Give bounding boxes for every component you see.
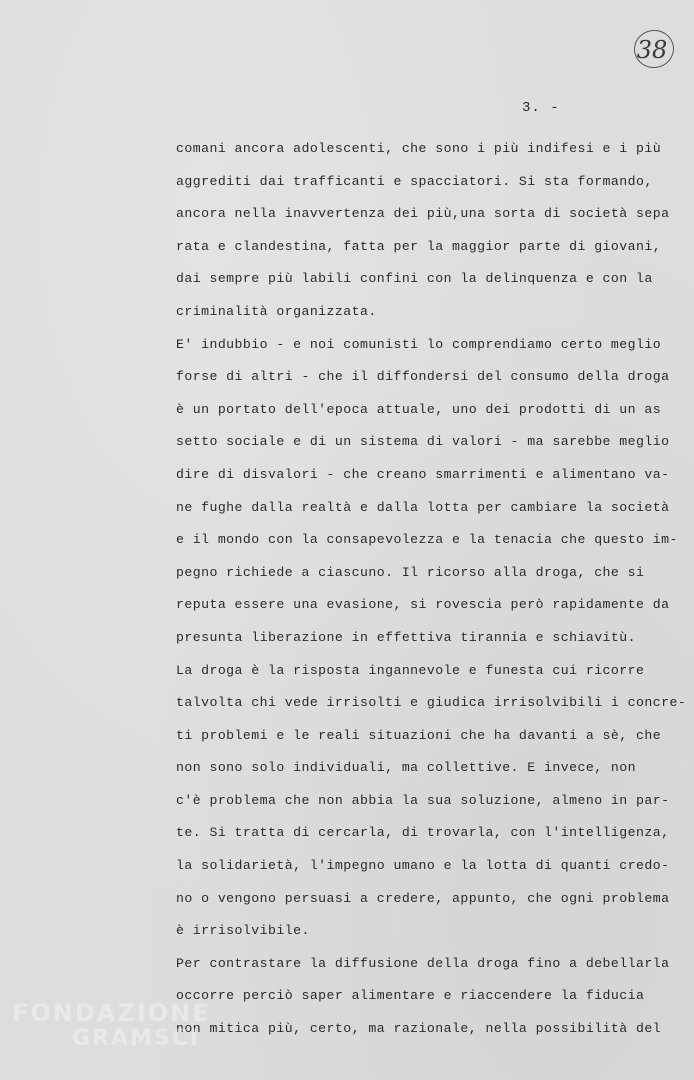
text-line: Per contrastare la diffusione della droga fino a debellarla (176, 955, 670, 971)
text-line: aggrediti dai trafficanti e spacciatori. Si sta formando, (176, 173, 653, 189)
text-line: dire di disvalori - che creano smarrimenti e alimentano va- (176, 466, 670, 482)
text-line: ne fughe dalla realtà e dalla lotta per cambiare la società (176, 499, 670, 515)
text-line: setto sociale e di un sistema di valori - ma sarebbe meglio (176, 434, 670, 450)
text-line: occorre perciò saper alimentare e riaccendere la fiducia (176, 988, 645, 1004)
watermark-line: GRAMSCI (72, 1026, 201, 1051)
text-line: comani ancora adolescenti, che sono i più indifesi e i più (176, 141, 662, 156)
text-line: c'è problema che non abbia la sua soluzione, almeno in par- (176, 792, 670, 808)
text-line: dai sempre più labili confini con la delinquenza e con la (176, 271, 653, 287)
text-line: non sono solo individuali, ma collettive. E invece, non (176, 760, 637, 776)
text-line: no o vengono persuasi a credere, appunto, che ogni problema (176, 890, 670, 906)
text-line: te. Si tratta di cercarla, di trovarla, con l'intelligenza, (176, 825, 670, 841)
text-line: non mitica più, certo, ma razionale, nella possibilità del (176, 1021, 662, 1037)
text-line: E' indubbio - e noi comunisti lo comprendiamo certo meglio (176, 336, 662, 352)
folio-number: 38 (636, 36, 668, 64)
text-line: reputa essere una evasione, si rovescia però rapidamente da (176, 597, 670, 613)
text-line: la solidarietà, l'impegno umano e la lotta di quanti credo- (176, 858, 670, 874)
text-line: pegno richiede a ciascuno. Il ricorso alla droga, che si (176, 564, 645, 580)
text-line: ancora nella inavvertenza dei più,una sorta di società sepa (176, 206, 670, 222)
text-line: La droga è la risposta ingannevole e funesta cui ricorre (176, 662, 645, 678)
text-line: presunta liberazione in effettiva tirannia e schiavitù. (176, 629, 637, 645)
archive-watermark (12, 1000, 211, 1052)
text-line: forse di altri - che il diffondersi del consumo della droga (176, 369, 670, 385)
text-line: ti problemi e le reali situazioni che ha davanti a sè, che (176, 727, 662, 743)
page-number: 3. - (522, 100, 560, 116)
watermark-line: FONDAZIONE (12, 999, 211, 1027)
text-line: talvolta chi vede irrisolti e giudica irrisolvibili i concre- (176, 695, 687, 711)
text-line: è un portato dell'epoca attuale, uno dei prodotti di un as (176, 401, 662, 417)
body-text (176, 133, 687, 1046)
text-line: e il mondo con la consapevolezza e la tenacia che questo im- (176, 532, 678, 548)
text-line: rata e clandestina, fatta per la maggior parte di giovani, (176, 238, 662, 254)
text-line: è irrisolvibile. (176, 923, 310, 939)
text-line: criminalità organizzata. (176, 303, 377, 319)
